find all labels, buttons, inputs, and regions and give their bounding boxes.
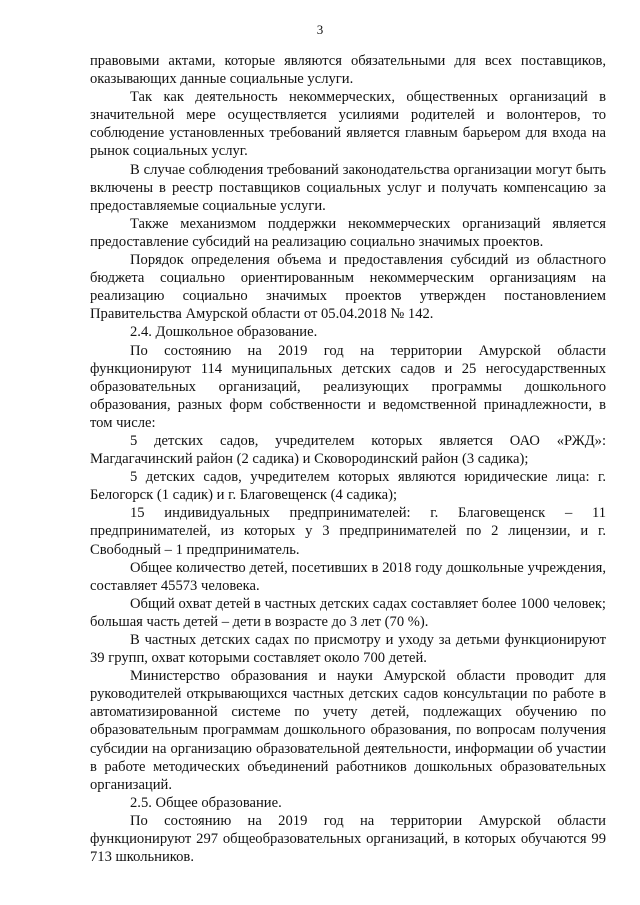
paragraph-care-groups: В частных детских садах по присмотру и уходу за детьми функционируют 39 групп, охват которыми составляет около 700 детей. — [90, 632, 606, 667]
paragraph-legal-entities: 5 детских садов, учредителем которых являются юридические лица: г. Белогорск (1 садик) и г. Благовещенск (4 садика); — [90, 469, 606, 504]
paragraph-rzd-kindergartens: 5 детских садов, учредителем которых является ОАО «РЖД»: Магдагачинский район (2 садика) и Сковородинский район (3 садика); — [90, 432, 606, 468]
paragraph-children-total: Общее количество детей, посетивших в 2018 году дошкольные учреждения, составляет 45573 человека. — [90, 559, 606, 594]
paragraph-subsidies-mechanism: Также механизмом поддержки некоммерческих организаций является предоставление субсидий на реализацию социально значимых проектов. — [90, 215, 606, 250]
paragraph-subsidies-procedure: Порядок определения объема и предоставления субсидий из областного бюджета социально ориентированным некоммерческим организациям на реализацию социально значимых проектов утвержден постановлением Правительства Амурской области от 05.04.2018 № 142. — [90, 252, 606, 323]
section-heading-general-education: 2.5. Общее образование. — [130, 794, 282, 811]
page-number: 3 — [316, 22, 324, 37]
paragraph-nko-volunteers: Так как деятельность некоммерческих, общественных организаций в значительной мере осуществляется усилиями родителей и волонтеров, то соблюдение установленных требований является главным барьером для входа на рынок социальных услуг. — [90, 89, 606, 160]
paragraph-preschool-count: По состоянию на 2019 год на территории Амурской области функционируют 114 муниципальных детских садов и 25 негосударственных образовательных организаций, реализующих программы дошкольного образования, разных форм собственности и ведомственной принадлежности, в том числе: — [90, 342, 606, 431]
paragraph-coverage: Общий охват детей в частных детских садах составляет более 1000 человек; большая часть детей – дети в возрасте до 3 лет (70 %). — [90, 595, 606, 630]
paragraph-general-education-count: По состоянию на 2019 год на территории Амурской области функционируют 297 общеобразовательных организаций, в которых обучаются 99 713 школьников. — [90, 812, 606, 866]
section-heading-preschool: 2.4. Дошкольное образование. — [130, 324, 318, 341]
paragraph-ministry-consultations: Министерство образования и науки Амурской области проводит для руководителей открывающихся частных детских садов консультации по работе в автоматизированной системе по учету детей, подлежащих обучению по образовательным программам дошкольного образования, по вопросам получения субсидии на организацию образовательной деятельности, информации об участии в работе методических объединений работников дошкольных образовательных организаций. — [90, 668, 606, 793]
paragraph-entrepreneurs: 15 индивидуальных предпринимателей: г. Благовещенск – 11 предпринимателей, из которых у 3 предпринимателей по 2 лицензии, и г. Свободный – 1 предприниматель. — [90, 505, 606, 558]
paragraph-registry: В случае соблюдения требований законодательства организации могут быть включены в реестр поставщиков социальных услуг и получать компенсацию за предоставляемые социальные услуги. — [90, 161, 606, 214]
paragraph-continuation: правовыми актами, которые являются обязательными для всех поставщиков, оказывающих данные социальные услуги. — [90, 53, 606, 88]
